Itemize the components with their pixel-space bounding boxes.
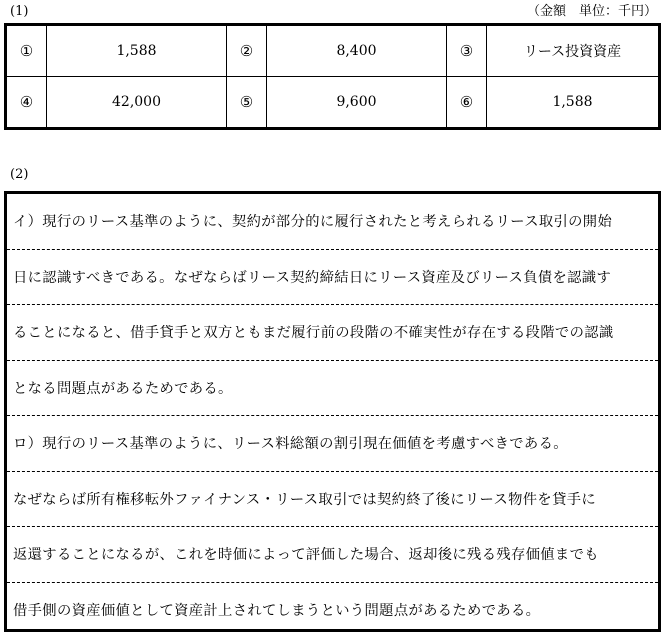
text-line: イ）現行のリース基準のように、契約が部分的に履行されたと考えられるリース取引の開始 bbox=[7, 194, 658, 250]
value-2: 8,400 bbox=[267, 26, 447, 77]
unit-note: （金額 単位：千円） bbox=[527, 4, 657, 20]
text-line: 返還することになるが、これを時価によって評価した場合、返却後に残る残存価値までも bbox=[7, 527, 658, 583]
value-5: 9,600 bbox=[267, 77, 447, 128]
text-line: 借手側の資産価値として資産計上されてしまうという問題点があるためである。 bbox=[7, 583, 658, 638]
mark-5: ⑤ bbox=[227, 77, 267, 128]
text-line: なぜならば所有権移転外ファイナンス・リース取引では契約終了後にリース物件を貸手に bbox=[7, 472, 658, 528]
text-line: ロ）現行のリース基準のように、リース料総額の割引現在価値を考慮すべきである。 bbox=[7, 416, 658, 472]
text-line: ることになると、借手貸手と双方ともまだ履行前の段階の不確実性が存在する段階での認識 bbox=[7, 305, 658, 361]
text-line: 日に認識すべきである。なぜならばリース契約締結日にリース資産及びリース負債を認識す bbox=[7, 250, 658, 306]
mark-6: ⑥ bbox=[447, 77, 487, 128]
value-3: リース投資資産 bbox=[487, 26, 658, 77]
answer-text-box bbox=[4, 191, 661, 632]
mark-1: ① bbox=[7, 26, 47, 77]
mark-2: ② bbox=[227, 26, 267, 77]
mark-3: ③ bbox=[447, 26, 487, 77]
answer-table bbox=[4, 23, 661, 130]
value-4: 42,000 bbox=[47, 77, 227, 128]
section1-label: (1) bbox=[10, 4, 28, 20]
value-6: 1,588 bbox=[487, 77, 658, 128]
mark-4: ④ bbox=[7, 77, 47, 128]
section2-label: (2) bbox=[10, 167, 28, 183]
value-1: 1,588 bbox=[47, 26, 227, 77]
text-line: となる問題点があるためである。 bbox=[7, 361, 658, 417]
